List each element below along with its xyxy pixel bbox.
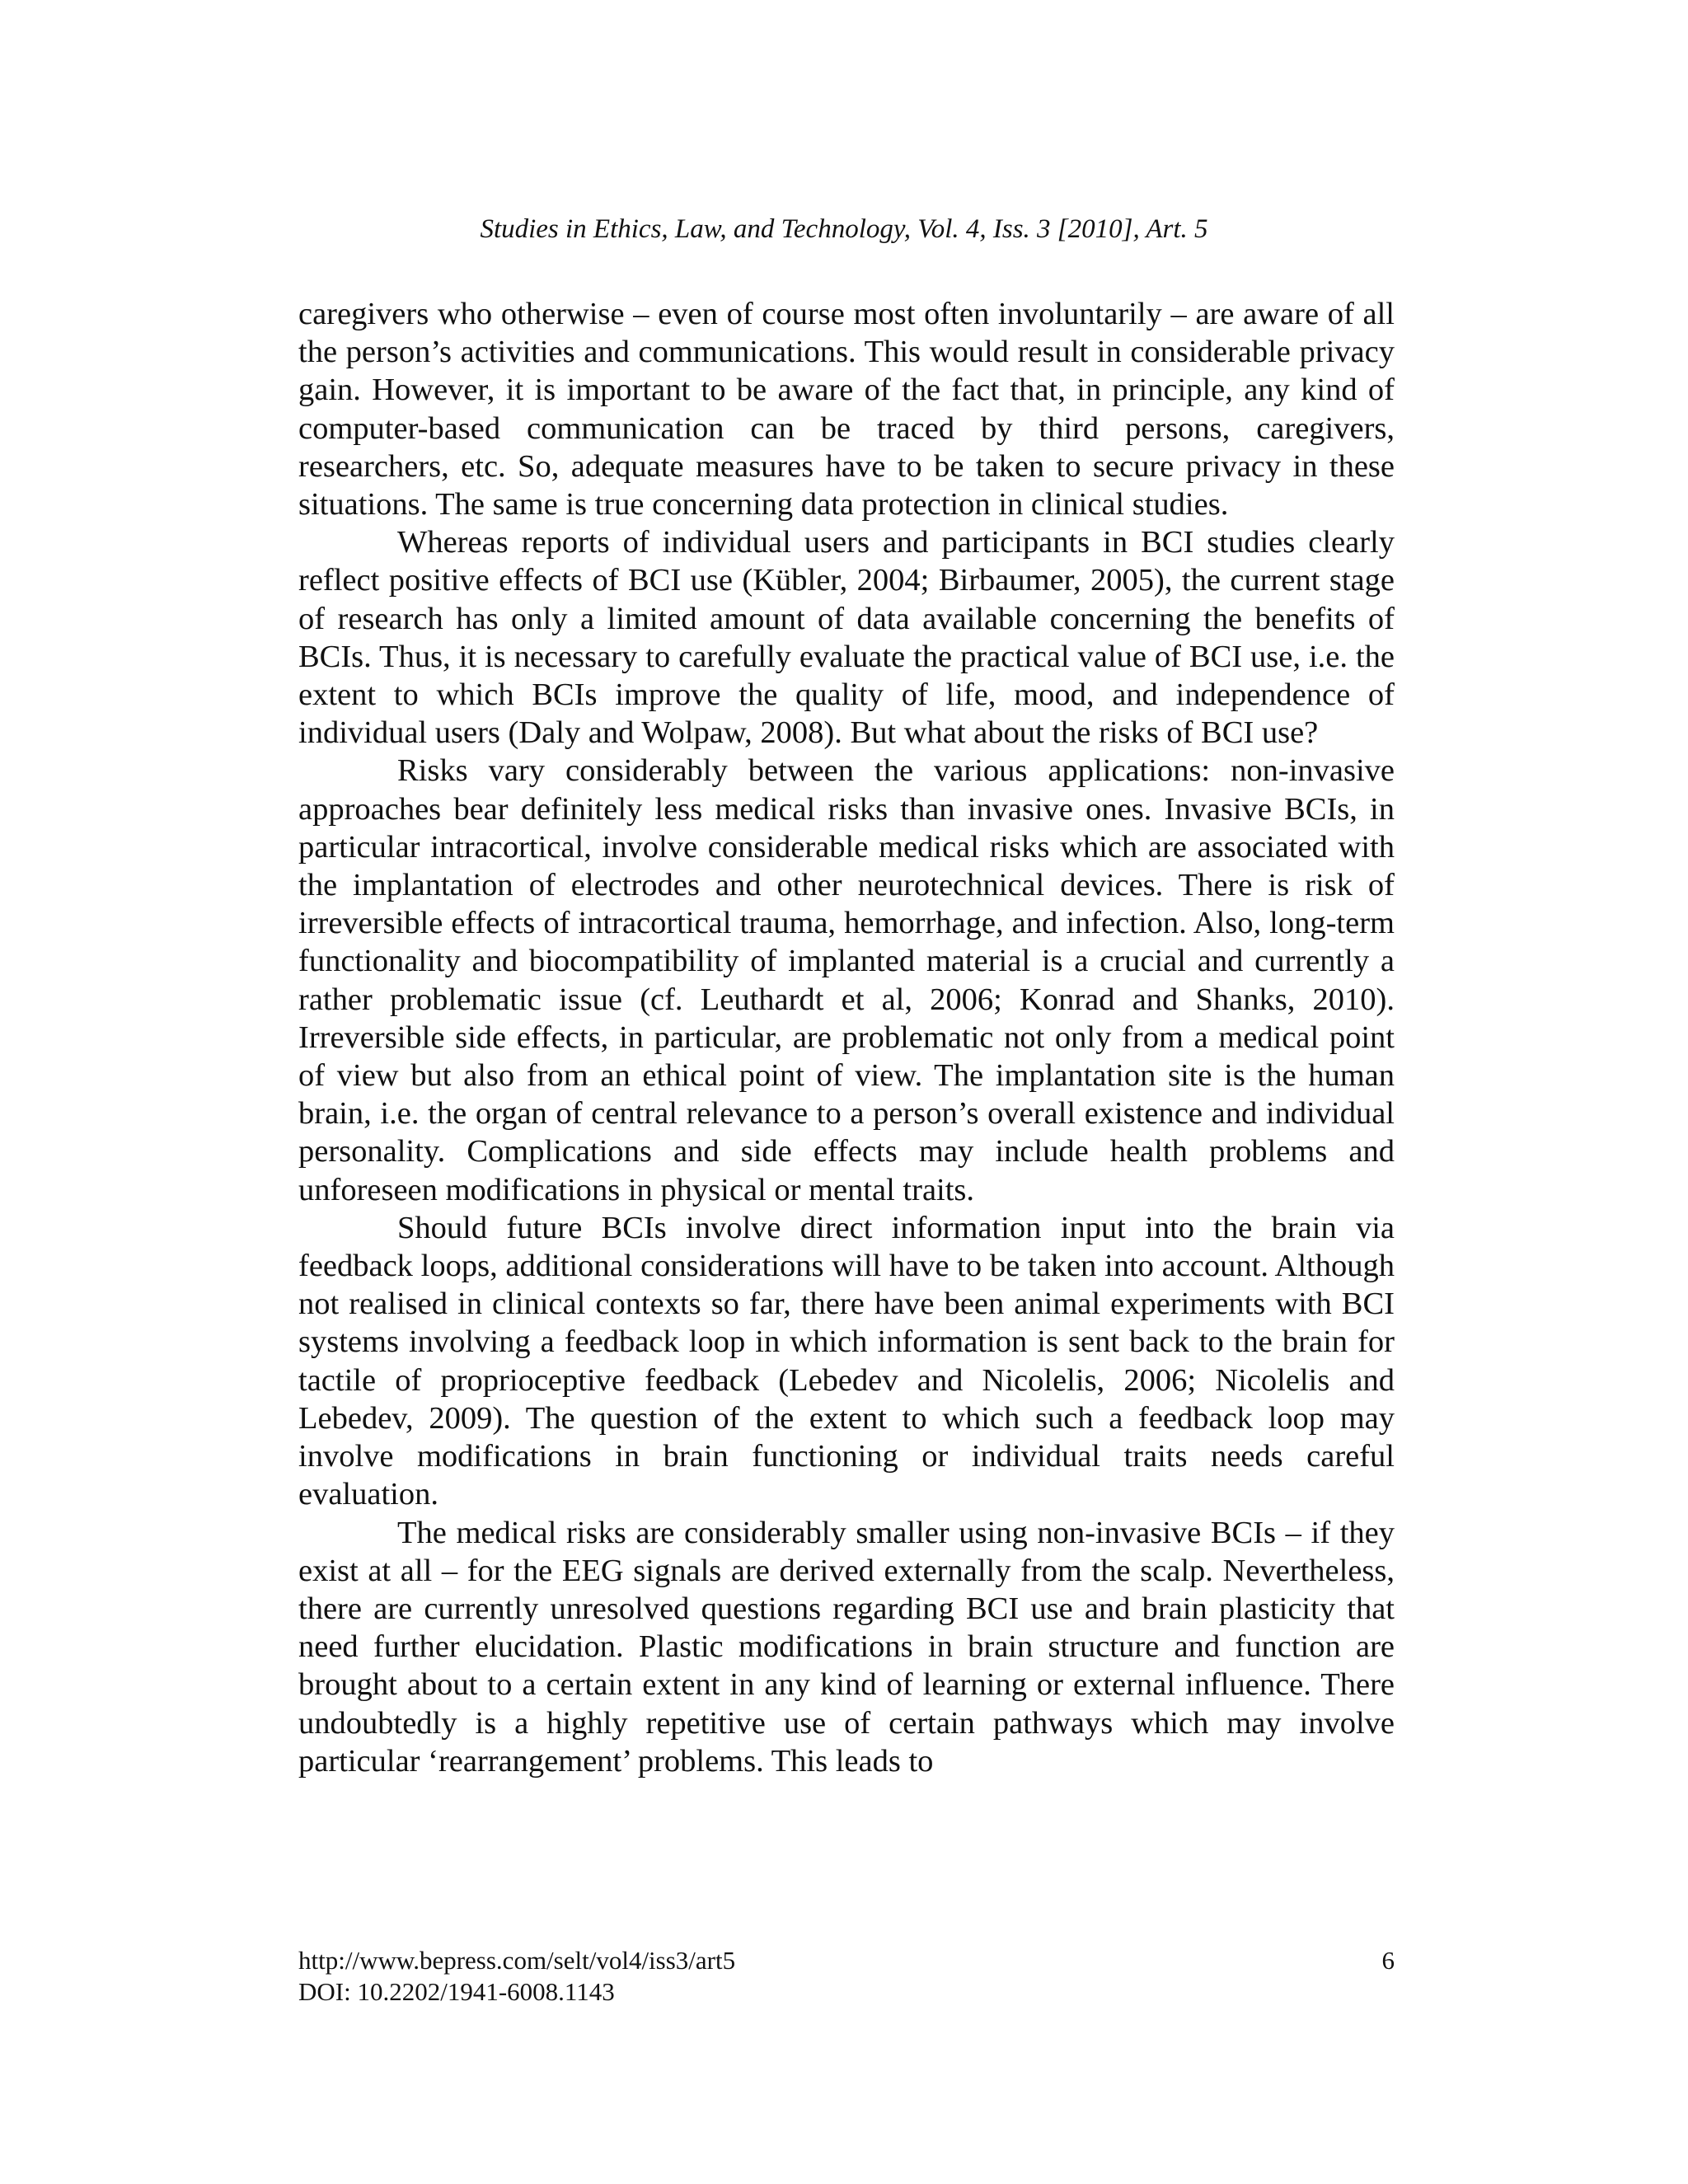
- paragraph: Risks vary considerably between the various applications: non-invasive approaches bear definitely less medical risks than invasive ones. Invasive BCIs, in particular intracortical, involve considerable medical risks which are associated with the implantation of electrodes and other neurotechnical devices. There is risk of irreversible effects of intracortical trauma, hemorrhage, and infection. Also, long-term functionality and biocompatibility of implanted material is a crucial and currently a rather problematic issue (cf. Leuthardt et al, 2006; Konrad and Shanks, 2010). Irreversible side effects, in particular, are problematic not only from a medical point of view but also from an ethical point of view. The implantation site is the human brain, i.e. the organ of central relevance to a person’s overall existence and individual personality. Complications and side effects may include health problems and unforeseen modifications in physical or mental traits.: [298, 753, 1395, 1207]
- page-number: 6: [1381, 1946, 1395, 1975]
- paragraph: caregivers who otherwise – even of course most often involuntarily – are aware of all the person’s activities and communications. This would result in considerable privacy gain. However, it is important to be aware of the fact that, in principle, any kind of computer-based communication can be traced by third persons, caregivers, researchers, etc. So, adequate measures have to be taken to secure privacy in these situations. The same is true concerning data protection in clinical studies.: [298, 297, 1395, 523]
- footer-doi: DOI: 10.2202/1941-6008.1143: [298, 1977, 615, 2006]
- article-body: [298, 295, 1395, 1780]
- page-footer: [298, 1945, 1395, 2008]
- paragraph: Should future BCIs involve direct information input into the brain via feedback loops, additional considerations will have to be taken into account. Although not realised in clinical contexts so far, there have been animal experiments with BCI systems involving a feedback loop in which information is sent back to the brain for tactile of proprioceptive feedback (Lebedev and Nicolelis, 2006; Nicolelis and Lebedev, 2009). The question of the extent to which such a feedback loop may involve modifications in brain functioning or individual traits needs careful evaluation.: [298, 1210, 1395, 1512]
- running-header: Studies in Ethics, Law, and Technology, Vol. 4, Iss. 3 [2010], Art. 5: [480, 214, 1208, 244]
- paragraph: Whereas reports of individual users and participants in BCI studies clearly reflect positive effects of BCI use (Kübler, 2004; Birbaumer, 2005), the current stage of research has only a limited amount of data available concerning the benefits of BCIs. Thus, it is necessary to carefully evaluate the practical value of BCI use, i.e. the extent to which BCIs improve the quality of life, mood, and independence of individual users (Daly and Wolpaw, 2008). But what about the risks of BCI use?: [298, 525, 1395, 751]
- paragraph: The medical risks are considerably smaller using non-invasive BCIs – if they exist at all – for the EEG signals are derived externally from the scalp. Nevertheless, there are currently unresolved questions regarding BCI use and brain plasticity that need further elucidation. Plastic modifications in brain structure and function are brought about to a certain extent in any kind of learning or external influence. There undoubtedly is a highly repetitive use of certain pathways which may involve particular ‘rearrangement’ problems. This leads to: [298, 1515, 1395, 1779]
- footer-url: http://www.bepress.com/selt/vol4/iss3/art5: [298, 1946, 736, 1975]
